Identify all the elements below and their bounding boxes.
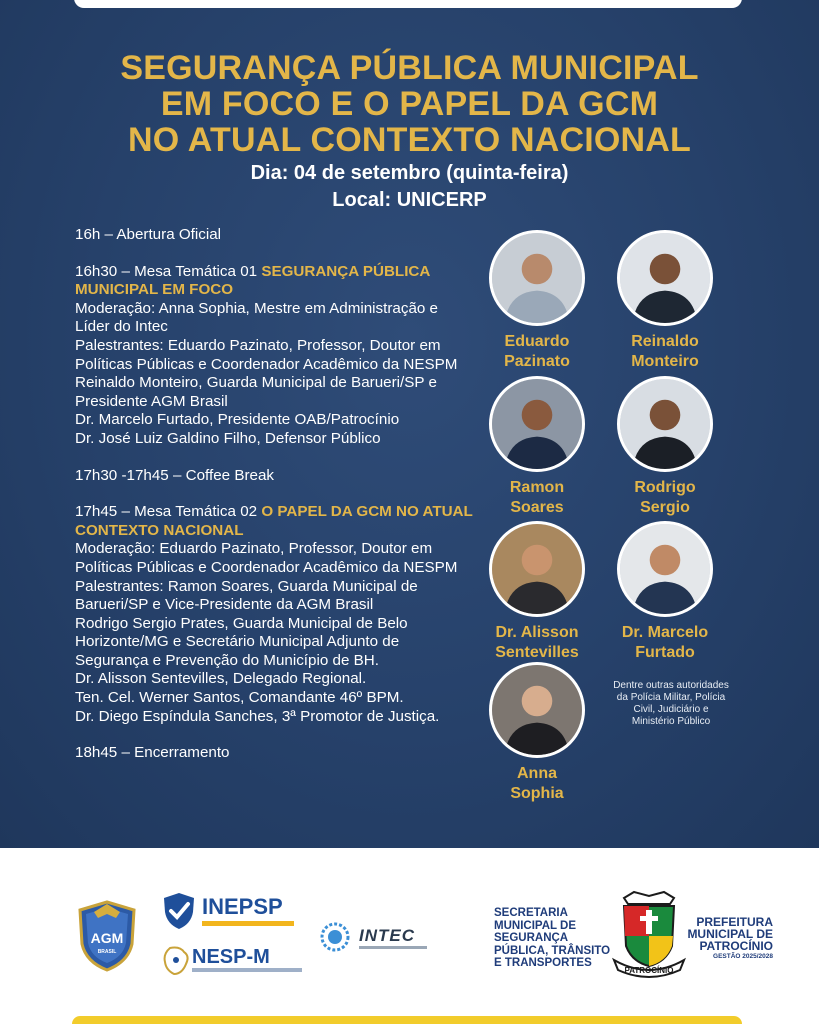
speaker-card xyxy=(600,230,730,372)
nesp-m-logo xyxy=(162,944,302,980)
mesa-1-line: Moderação: Anna Sophia, Mestre em Administração e Líder do Intec xyxy=(75,299,439,336)
prefeitura-label: PREFEITURA MUNICIPAL DE PATROCÍNIO GESTÃO 2025/2028 xyxy=(683,916,773,961)
top-bar xyxy=(74,0,742,8)
schedule-closing: 18h45 – Encerramento xyxy=(75,744,230,762)
mesa-2-line: Palestrantes: Ramon Soares, Guarda Municipal de Barueri/SP e Vice-Presidente da AGM Brasil xyxy=(75,577,418,614)
nesp-m-label: NESP-M xyxy=(192,946,270,968)
speaker-photo xyxy=(489,230,585,326)
schedule xyxy=(75,226,475,763)
event-date: Dia: 04 de setembro (quinta-feira) xyxy=(250,162,569,184)
intec-logo xyxy=(315,922,430,952)
svg-text:AGM: AGM xyxy=(90,930,124,946)
speaker-name: Dr. Alisson Sentevilles xyxy=(495,624,579,661)
speaker-photo xyxy=(617,230,713,326)
schedule-coffee: 17h30 -17h45 – Coffee Break xyxy=(75,466,274,484)
speaker-card xyxy=(472,376,602,518)
speaker-photo xyxy=(489,376,585,472)
mesa-1-header xyxy=(75,263,475,300)
speaker-card xyxy=(600,521,730,663)
speaker-name: Ramon Soares xyxy=(509,479,565,516)
person-silhouette-icon xyxy=(492,665,582,755)
mesa-1-line: Dr. Marcelo Furtado, Presidente OAB/Patrocínio xyxy=(75,411,400,429)
event-place: Local: UNICERP xyxy=(332,189,487,211)
speaker-photo xyxy=(489,662,585,758)
event-title xyxy=(0,50,819,158)
speaker-card xyxy=(472,662,602,804)
patrocinio-crest-icon xyxy=(610,888,688,980)
map-outline-icon xyxy=(162,946,190,976)
mesa-2-line: Rodrigo Sergio Prates, Guarda Municipal de Belo Horizonte/MG e Secretário Municipal Adjunto de Segurança e Prevenção do Município de BH. xyxy=(75,614,408,669)
speaker-name: Dr. Marcelo Furtado xyxy=(621,624,709,661)
person-silhouette-icon xyxy=(620,233,710,323)
speaker-name: Rodrigo Sergio xyxy=(634,479,696,516)
title-line-1: SEGURANÇA PÚBLICA MUNICIPAL xyxy=(120,49,699,87)
speaker-photo xyxy=(489,521,585,617)
dots-globe-icon xyxy=(315,922,355,952)
mesa-1-theme: SEGURANÇA PÚBLICA MUNICIPAL EM FOCO xyxy=(75,262,430,299)
mesa-2-line: Dr. Alisson Sentevilles, Delegado Regional. xyxy=(75,670,367,688)
speaker-name: Reinaldo Monteiro xyxy=(631,333,699,370)
mesa-2-header xyxy=(75,503,475,540)
mesa-2-line: Moderação: Eduardo Pazinato, Professor, Doutor em Políticas Públicas e Coordenador Acadêmico da NESPM xyxy=(75,540,458,576)
person-silhouette-icon xyxy=(492,379,582,469)
speaker-card xyxy=(472,230,602,372)
mesa-1-line: Dr. José Luiz Galdino Filho, Defensor Público xyxy=(75,429,381,447)
title-line-3: NO ATUAL CONTEXTO NACIONAL xyxy=(127,121,692,159)
inepsp-logo xyxy=(162,892,297,930)
mesa-1-line: Reinaldo Monteiro, Guarda Municipal de Barueri/SP e Presidente AGM Brasil xyxy=(75,374,437,410)
title-line-2: EM FOCO E O PAPEL DA GCM xyxy=(160,85,659,123)
intec-label: INTEC xyxy=(359,926,415,945)
mesa-2-line: Ten. Cel. Werner Santos, Comandante 46º BPM. xyxy=(75,689,404,707)
person-silhouette-icon xyxy=(492,524,582,614)
speaker-card xyxy=(472,521,602,663)
speaker-photo xyxy=(617,521,713,617)
mesa-2-line: Dr. Diego Espíndula Sanches, 3ª Promotor de Justiça. xyxy=(75,707,440,725)
gestao-label: GESTÃO 2025/2028 xyxy=(713,953,773,960)
mesa-2-time: 17h45 – Mesa Temática 02 xyxy=(75,503,262,521)
svg-text:PATROCÍNIO: PATROCÍNIO xyxy=(624,966,674,975)
schedule-opening: 16h – Abertura Oficial xyxy=(75,226,222,243)
person-silhouette-icon xyxy=(620,524,710,614)
speaker-name: Anna Sophia xyxy=(510,765,564,802)
mesa-1-time: 16h30 – Mesa Temática 01 xyxy=(75,262,262,280)
authorities-note: Dentre outras autoridades da Polícia Militar, Polícia Civil, Judiciário e Ministério Público xyxy=(613,680,729,727)
person-silhouette-icon xyxy=(620,379,710,469)
inepsp-label: INEPSP xyxy=(202,894,283,919)
person-silhouette-icon xyxy=(492,233,582,323)
secretaria-label: SECRETARIA MUNICIPAL DE SEGURANÇA PÚBLICA, TRÂNSITO E TRANSPORTES xyxy=(494,907,611,969)
bottom-bar xyxy=(72,1016,742,1024)
shield-check-icon xyxy=(162,892,196,930)
speaker-name: Eduardo Pazinato xyxy=(504,333,570,370)
agm-brasil-logo-icon xyxy=(76,900,138,972)
mesa-2-theme: O PAPEL DA GCM NO ATUAL CONTEXTO NACIONAL xyxy=(75,503,473,539)
speaker-card xyxy=(600,376,730,518)
mesa-1-line: Palestrantes: Eduardo Pazinato, Professor, Doutor em Políticas Públicas e Coordenador Acadêmico da NESPM xyxy=(75,336,458,373)
speaker-photo xyxy=(617,376,713,472)
svg-text:BRASIL: BRASIL xyxy=(97,949,117,955)
